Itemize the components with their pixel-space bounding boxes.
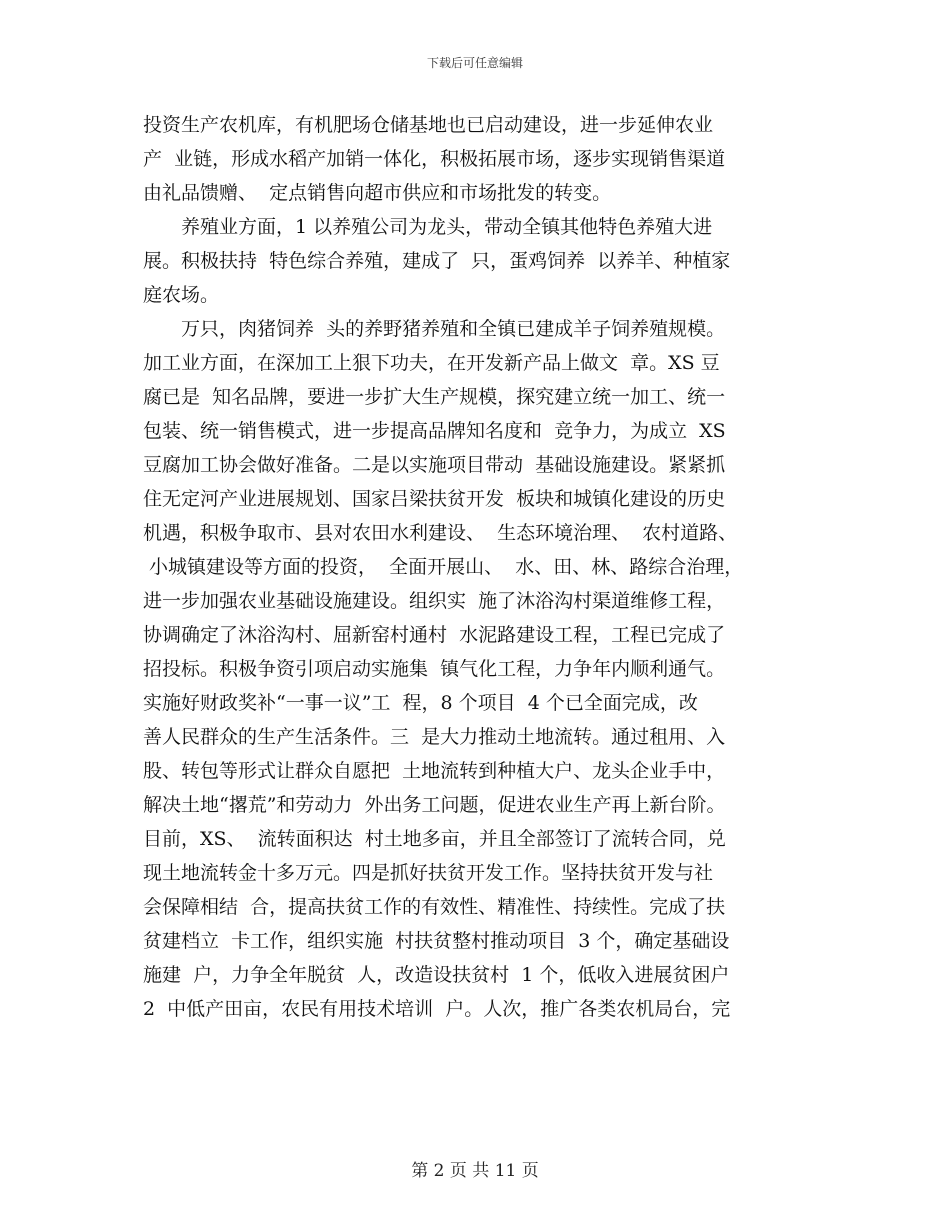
text-line: 展。积极扶持 特色综合养殖，建成了 只，蛋鸡饲养 以养羊、种植家 bbox=[143, 250, 731, 272]
text-line: 股、转包等形式让群众自愿把 土地流转到种植大户、龙头企业手中， bbox=[143, 760, 726, 782]
text-line: 投资生产农机库，有机肥场仓储基地也已启动建设，进一步延伸农业 bbox=[143, 114, 714, 136]
text-line: 实施好财政奖补“一事一议”工 程，8 个项目 4 个已全面完成，改 bbox=[143, 692, 698, 714]
text-line: 施建 户，力争全年脱贫 人，改造设扶贫村 1 个，低收入进展贫困户 bbox=[143, 964, 730, 986]
text-line: 住无定河产业进展规划、国家吕梁扶贫开发 板块和城镇化建设的历史 bbox=[143, 488, 726, 510]
text-line: 招投标。积极争资引项启动实施集 镇气化工程，力争年内顺利通气。 bbox=[143, 658, 726, 680]
text-line: 豆腐加工协会做好准备。二是以实施项目带动 基础设施建设。紧紧抓 bbox=[143, 454, 726, 476]
text-line: 包装、统一销售模式，进一步提高品牌知名度和 竞争力，为成立 XS bbox=[143, 420, 726, 442]
text-line: 2 中低产田亩，农民有用技术培训 户。人次，推广各类农机局台，完 bbox=[143, 998, 731, 1020]
text-line: 小城镇建设等方面的投资， 全面开展山、 水、田、林、路综合治理， bbox=[143, 556, 744, 578]
text-line: 由礼品馈赠、 定点销售向超市供应和市场批发的转变。 bbox=[143, 182, 612, 204]
text-line: 庭农场。 bbox=[143, 284, 220, 306]
text-line: 腐已是 知名品牌，要进一步扩大生产规模，探究建立统一加工、统一 bbox=[143, 386, 726, 408]
text-line: 贫建档立 卡工作，组织实施 村扶贫整村推动项目 3 个，确定基础设 bbox=[143, 930, 730, 952]
page-footer: 第 2 页 共 11 页 bbox=[411, 1161, 539, 1181]
text-line: 目前，XS、 流转面积达 村土地多亩，并且全部签订了流转合同，兑 bbox=[143, 828, 726, 850]
text-line: 产 业链，形成水稻产加销一体化，积极拓展市场，逐步实现销售渠道 bbox=[143, 148, 726, 170]
text-line: 解决土地“撂荒”和劳动力 外出务工问题，促进农业生产再上新台阶。 bbox=[143, 794, 726, 816]
text-line: 万只，肉猪饲养 头的养野猪养殖和全镇已建成羊子饲养殖规模。 bbox=[143, 318, 726, 340]
text-line: 协调确定了沐浴沟村、屈新窑村通村 水泥路建设工程，工程已完成了 bbox=[143, 624, 726, 646]
text-line: 养殖业方面，1 以养殖公司为龙头，带动全镇其他特色养殖大进 bbox=[143, 216, 713, 238]
document-body bbox=[143, 108, 823, 1026]
text-line: 进一步加强农业基础设施建设。组织实 施了沐浴沟村渠道维修工程， bbox=[143, 590, 726, 612]
page-header: 下载后可任意编辑 bbox=[426, 56, 523, 70]
text-line: 会保障相结 合，提高扶贫工作的有效性、精准性、持续性。完成了扶 bbox=[143, 896, 726, 918]
text-line: 加工业方面，在深加工上狠下功夫，在开发新产品上做文 章。XS 豆 bbox=[143, 352, 720, 374]
text-line: 现土地流转金十多万元。四是抓好扶贫开发工作。坚持扶贫开发与社 bbox=[143, 862, 714, 884]
text-line: 善人民群众的生产生活条件。三 是大力推动土地流转。通过租用、入 bbox=[143, 726, 726, 748]
text-line: 机遇，积极争取市、县对农田水利建设、 生态环境治理、 农村道路、 bbox=[143, 522, 738, 544]
